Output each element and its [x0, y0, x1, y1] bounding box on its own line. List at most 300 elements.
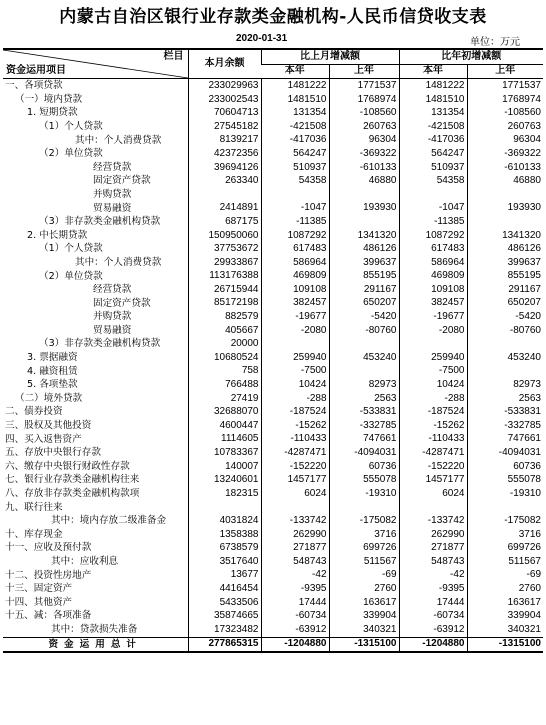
- ytd-this-year-cell: 271877: [399, 541, 467, 555]
- ytd-last-year-cell: -533831: [467, 405, 543, 419]
- table-row: [3, 337, 543, 351]
- ytd-last-year-cell: -610133: [467, 161, 543, 175]
- mom-last-year-cell: 2760: [329, 582, 399, 596]
- balance-cell: 150950060: [188, 229, 261, 243]
- mom-this-year-cell: -4287471: [261, 446, 329, 460]
- ytd-last-year-cell: 699726: [467, 541, 543, 555]
- ytd-last-year-cell: 855195: [467, 270, 543, 284]
- mom-last-year-cell: 82973: [329, 378, 399, 392]
- mom-this-year-cell: 1481222: [261, 79, 329, 93]
- row-label: 十四、其他资产: [5, 596, 73, 608]
- ytd-this-year-cell: -1204880: [399, 637, 467, 652]
- table-row: [3, 596, 543, 610]
- ytd-this-year-cell: -110433: [399, 433, 467, 447]
- mom-this-year-cell: -15262: [261, 419, 329, 433]
- balance-cell: 26715944: [188, 283, 261, 297]
- mom-last-year-cell: [329, 365, 399, 379]
- table-row: [3, 351, 543, 365]
- mom-last-year-cell: 46880: [329, 174, 399, 188]
- ytd-last-year-cell: 511567: [467, 555, 543, 569]
- ytd-this-year-cell: [399, 501, 467, 515]
- balance-cell: 37753672: [188, 242, 261, 256]
- table-row: [3, 79, 543, 93]
- ytd-this-year-cell: -133742: [399, 514, 467, 528]
- last-year-header: 上年: [329, 64, 399, 79]
- ytd-last-year-cell: 193930: [467, 202, 543, 216]
- balance-cell: 233029963: [188, 79, 261, 93]
- mom-this-year-cell: 1481510: [261, 93, 329, 107]
- ytd-last-year-cell: [467, 501, 543, 515]
- total-row: [3, 637, 543, 652]
- ytd-this-year-cell: -152220: [399, 460, 467, 474]
- mom-this-year-cell: [261, 337, 329, 351]
- mom-this-year-cell: 271877: [261, 541, 329, 555]
- mom-this-year-cell: 382457: [261, 297, 329, 311]
- ytd-last-year-cell: 163617: [467, 596, 543, 610]
- table-row: [3, 202, 543, 216]
- ytd-this-year-cell: 564247: [399, 147, 467, 161]
- table-row: [3, 501, 543, 515]
- balance-cell: 263340: [188, 174, 261, 188]
- balance-cell: 405667: [188, 324, 261, 338]
- mom-this-year-cell: 131354: [261, 106, 329, 120]
- ytd-this-year-cell: -11385: [399, 215, 467, 229]
- ytd-this-year-cell: -2080: [399, 324, 467, 338]
- mom-last-year-cell: 291167: [329, 283, 399, 297]
- balance-cell: 27419: [188, 392, 261, 406]
- mom-this-year-cell: -417036: [261, 134, 329, 148]
- mom-this-year-cell: 617483: [261, 242, 329, 256]
- balance-cell: 766488: [188, 378, 261, 392]
- mom-last-year-cell: -108560: [329, 106, 399, 120]
- ytd-last-year-cell: 650207: [467, 297, 543, 311]
- ytd-this-year-cell: 131354: [399, 106, 467, 120]
- this-year-header: 本年: [261, 64, 329, 79]
- row-label: 十一、应收及预付款: [5, 542, 92, 554]
- ytd-last-year-cell: 3716: [467, 528, 543, 542]
- balance-cell: 182315: [188, 487, 261, 501]
- balance-cell: 13240601: [188, 473, 261, 487]
- ytd-last-year-cell: -1315100: [467, 637, 543, 652]
- mom-this-year-cell: -7500: [261, 365, 329, 379]
- mom-last-year-cell: [329, 501, 399, 515]
- balance-header: 本月余额: [188, 49, 261, 79]
- mom-this-year-cell: -133742: [261, 514, 329, 528]
- ytd-last-year-cell: [467, 188, 543, 202]
- row-label: （二）境外贷款: [15, 392, 83, 404]
- mom-this-year-cell: -152220: [261, 460, 329, 474]
- mom-last-year-cell: [329, 215, 399, 229]
- mom-last-year-cell: 340321: [329, 623, 399, 637]
- mom-last-year-cell: 1341320: [329, 229, 399, 243]
- ytd-last-year-cell: 2760: [467, 582, 543, 596]
- mom-last-year-cell: 1768974: [329, 93, 399, 107]
- balance-cell: [188, 501, 261, 515]
- mom-this-year-cell: 564247: [261, 147, 329, 161]
- mom-last-year-cell: 2563: [329, 392, 399, 406]
- balance-cell: 5433506: [188, 596, 261, 610]
- mom-last-year-cell: 339904: [329, 609, 399, 623]
- ytd-last-year-cell: -5420: [467, 310, 543, 324]
- mom-this-year-cell: 10424: [261, 378, 329, 392]
- table-row: [3, 609, 543, 623]
- unit-label: 单位：万元: [470, 37, 520, 48]
- last-year-header: 上年: [467, 64, 543, 79]
- balance-cell: 1114605: [188, 433, 261, 447]
- table-row: [3, 256, 543, 270]
- ytd-last-year-cell: 1771537: [467, 79, 543, 93]
- mom-this-year-cell: -9395: [261, 582, 329, 596]
- balance-cell: 85172198: [188, 297, 261, 311]
- total-label: 资金运用总计: [3, 637, 188, 652]
- ytd-last-year-cell: 555078: [467, 473, 543, 487]
- table-row: [3, 188, 543, 202]
- table-row: [3, 297, 543, 311]
- balance-cell: 277865315: [188, 637, 261, 652]
- balance-cell: 1358388: [188, 528, 261, 542]
- table-row: [3, 93, 543, 107]
- row-label: 一、各项贷款: [5, 80, 63, 92]
- table-row: [3, 365, 543, 379]
- table-row: [3, 473, 543, 487]
- ytd-this-year-cell: 617483: [399, 242, 467, 256]
- row-label: 二、债券投资: [5, 406, 63, 418]
- mom-last-year-cell: 555078: [329, 473, 399, 487]
- table-row: [3, 215, 543, 229]
- row-label: 八、存放非存款类金融机构款项: [5, 488, 140, 499]
- mom-this-year-cell: -42: [261, 569, 329, 583]
- mom-last-year-cell: 3716: [329, 528, 399, 542]
- ytd-this-year-cell: 469809: [399, 270, 467, 284]
- balance-cell: 140007: [188, 460, 261, 474]
- row-label: （3）非存款类金融机构贷款: [39, 216, 161, 228]
- ytd-last-year-cell: -69: [467, 569, 543, 583]
- ytd-this-year-cell: 548743: [399, 555, 467, 569]
- mom-this-year-cell: [261, 188, 329, 202]
- table-row: [3, 242, 543, 256]
- row-label: 固定资产贷款: [93, 297, 151, 309]
- table-row: [3, 623, 543, 637]
- balance-cell: 687175: [188, 215, 261, 229]
- mom-this-year-cell: 262990: [261, 528, 329, 542]
- mom-last-year-cell: 96304: [329, 134, 399, 148]
- ytd-last-year-cell: 96304: [467, 134, 543, 148]
- ytd-this-year-cell: 1087292: [399, 229, 467, 243]
- ytd-this-year-cell: 262990: [399, 528, 467, 542]
- balance-cell: 3517640: [188, 555, 261, 569]
- mom-this-year-cell: -19677: [261, 310, 329, 324]
- row-label: 四、买入返售资产: [5, 433, 82, 445]
- row-label: （2）单位贷款: [39, 148, 103, 160]
- table-row: [3, 460, 543, 474]
- ytd-this-year-cell: 1481222: [399, 79, 467, 93]
- table-row: [3, 174, 543, 188]
- row-label: 并购贷款: [93, 311, 132, 323]
- row-label: 3. 票据融资: [27, 352, 78, 364]
- balance-cell: 70604713: [188, 106, 261, 120]
- mom-last-year-cell: -610133: [329, 161, 399, 175]
- mom-last-year-cell: 650207: [329, 297, 399, 311]
- table-row: [3, 569, 543, 583]
- mom-last-year-cell: -175082: [329, 514, 399, 528]
- mom-last-year-cell: -369322: [329, 147, 399, 161]
- mom-last-year-cell: 163617: [329, 596, 399, 610]
- mom-last-year-cell: -5420: [329, 310, 399, 324]
- ytd-last-year-cell: 486126: [467, 242, 543, 256]
- ytd-this-year-cell: -19677: [399, 310, 467, 324]
- ytd-last-year-cell: 82973: [467, 378, 543, 392]
- mom-last-year-cell: -19310: [329, 487, 399, 501]
- balance-cell: 10680524: [188, 351, 261, 365]
- mom-this-year-cell: 586964: [261, 256, 329, 270]
- mom-last-year-cell: 747661: [329, 433, 399, 447]
- ytd-this-year-cell: 10424: [399, 378, 467, 392]
- ytd-last-year-cell: 2563: [467, 392, 543, 406]
- ytd-this-year-cell: 382457: [399, 297, 467, 311]
- row-label: 三、股权及其他投资: [5, 420, 92, 432]
- mom-this-year-cell: 259940: [261, 351, 329, 365]
- table-row: [3, 106, 543, 120]
- ytd-last-year-cell: [467, 337, 543, 351]
- table-row: [3, 283, 543, 297]
- balance-cell: 8139217: [188, 134, 261, 148]
- mom-this-year-cell: 6024: [261, 487, 329, 501]
- table-row: [3, 487, 543, 501]
- ytd-last-year-cell: 339904: [467, 609, 543, 623]
- balance-cell: 35874665: [188, 609, 261, 623]
- ytd-this-year-cell: -1047: [399, 202, 467, 216]
- mom-last-year-cell: [329, 337, 399, 351]
- ytd-last-year-cell: -19310: [467, 487, 543, 501]
- mom-last-year-cell: -80760: [329, 324, 399, 338]
- table-row: [3, 229, 543, 243]
- ytd-last-year-cell: -4094031: [467, 446, 543, 460]
- balance-cell: 113176388: [188, 270, 261, 284]
- mom-last-year-cell: 193930: [329, 202, 399, 216]
- balance-cell: 882579: [188, 310, 261, 324]
- ytd-this-year-cell: 586964: [399, 256, 467, 270]
- table-row: [3, 161, 543, 175]
- balance-cell: 2414891: [188, 202, 261, 216]
- row-label: （3）非存款类金融机构贷款: [39, 338, 161, 350]
- row-label: 2. 中长期贷款: [27, 229, 88, 241]
- ytd-last-year-cell: 1341320: [467, 229, 543, 243]
- row-label: 六、缴存中央银行财政性存款: [5, 460, 130, 472]
- balance-cell: 10783367: [188, 446, 261, 460]
- mom-this-year-cell: -288: [261, 392, 329, 406]
- vs-year-start-header: 比年初增减额: [399, 49, 543, 64]
- row-label: 其中：应收利息: [51, 555, 119, 567]
- table-row: [3, 324, 543, 338]
- row-label: （1）个人贷款: [39, 243, 103, 255]
- ytd-last-year-cell: -108560: [467, 106, 543, 120]
- ytd-this-year-cell: [399, 188, 467, 202]
- ytd-this-year-cell: -288: [399, 392, 467, 406]
- balance-cell: 4416454: [188, 582, 261, 596]
- mom-this-year-cell: -60734: [261, 609, 329, 623]
- table-row: [3, 147, 543, 161]
- ytd-this-year-cell: -417036: [399, 134, 467, 148]
- mom-last-year-cell: -332785: [329, 419, 399, 433]
- ytd-this-year-cell: -421508: [399, 120, 467, 134]
- row-label: 十三、固定资产: [5, 583, 73, 595]
- balance-cell: 233002543: [188, 93, 261, 107]
- row-label: 4. 融资租赁: [27, 365, 78, 377]
- table-body: [3, 79, 543, 652]
- row-label: 固定资产贷款: [93, 175, 151, 187]
- row-label: 5. 各项垫款: [27, 379, 78, 391]
- row-label: 十五、减：各项准备: [5, 610, 92, 622]
- mom-this-year-cell: 510937: [261, 161, 329, 175]
- balance-cell: 13677: [188, 569, 261, 583]
- ytd-this-year-cell: -4287471: [399, 446, 467, 460]
- balance-cell: 4031824: [188, 514, 261, 528]
- row-label: 贸易融资: [93, 324, 132, 336]
- table-row: [3, 446, 543, 460]
- balance-cell: 4600447: [188, 419, 261, 433]
- row-label: 十、库存现金: [5, 528, 63, 540]
- ytd-this-year-cell: 259940: [399, 351, 467, 365]
- balance-cell: 42372356: [188, 147, 261, 161]
- mom-last-year-cell: -4094031: [329, 446, 399, 460]
- mom-this-year-cell: 548743: [261, 555, 329, 569]
- balance-cell: 17323482: [188, 623, 261, 637]
- mom-this-year-cell: -1204880: [261, 637, 329, 652]
- row-label: 经营贷款: [93, 161, 132, 173]
- mom-this-year-cell: 1087292: [261, 229, 329, 243]
- ytd-this-year-cell: -63912: [399, 623, 467, 637]
- table-row: [3, 405, 543, 419]
- this-year-header: 本年: [399, 64, 467, 79]
- mom-this-year-cell: -187524: [261, 405, 329, 419]
- mom-last-year-cell: 1771537: [329, 79, 399, 93]
- ytd-this-year-cell: -15262: [399, 419, 467, 433]
- row-label: （一）境内贷款: [15, 93, 83, 105]
- table-row: [3, 541, 543, 555]
- ytd-this-year-cell: 6024: [399, 487, 467, 501]
- mom-last-year-cell: 511567: [329, 555, 399, 569]
- ytd-this-year-cell: -187524: [399, 405, 467, 419]
- mom-last-year-cell: -69: [329, 569, 399, 583]
- mom-last-year-cell: 855195: [329, 270, 399, 284]
- mom-last-year-cell: 486126: [329, 242, 399, 256]
- ytd-last-year-cell: 340321: [467, 623, 543, 637]
- ytd-this-year-cell: 1481510: [399, 93, 467, 107]
- row-label: 五、存放中央银行存款: [5, 447, 101, 459]
- ytd-this-year-cell: [399, 337, 467, 351]
- mom-last-year-cell: 453240: [329, 351, 399, 365]
- table-row: [3, 270, 543, 284]
- balance-cell: 27545182: [188, 120, 261, 134]
- balance-cell: 20000: [188, 337, 261, 351]
- ytd-this-year-cell: -9395: [399, 582, 467, 596]
- table-row: [3, 528, 543, 542]
- table-row: [3, 419, 543, 433]
- ytd-last-year-cell: -332785: [467, 419, 543, 433]
- ytd-last-year-cell: -80760: [467, 324, 543, 338]
- corner-header-cell: [3, 49, 188, 79]
- ytd-last-year-cell: 453240: [467, 351, 543, 365]
- row-label: 其中：境内存放二级准备金: [51, 515, 167, 527]
- balance-cell: 758: [188, 365, 261, 379]
- ytd-this-year-cell: -7500: [399, 365, 467, 379]
- ytd-last-year-cell: 1768974: [467, 93, 543, 107]
- mom-last-year-cell: 399637: [329, 256, 399, 270]
- mom-last-year-cell: -1315100: [329, 637, 399, 652]
- ytd-this-year-cell: -42: [399, 569, 467, 583]
- mom-this-year-cell: -11385: [261, 215, 329, 229]
- row-label: （1）个人贷款: [39, 120, 103, 132]
- ytd-this-year-cell: -60734: [399, 609, 467, 623]
- table-row: [3, 514, 543, 528]
- table-row: [3, 392, 543, 406]
- corner-header-top: 栏目: [163, 51, 184, 62]
- ytd-this-year-cell: 109108: [399, 283, 467, 297]
- table-row: [3, 582, 543, 596]
- ytd-last-year-cell: 291167: [467, 283, 543, 297]
- mom-this-year-cell: -63912: [261, 623, 329, 637]
- ytd-last-year-cell: -369322: [467, 147, 543, 161]
- ytd-this-year-cell: 17444: [399, 596, 467, 610]
- ytd-this-year-cell: 54358: [399, 174, 467, 188]
- ytd-last-year-cell: 60736: [467, 460, 543, 474]
- table-row: [3, 555, 543, 569]
- ytd-this-year-cell: 1457177: [399, 473, 467, 487]
- mom-this-year-cell: -110433: [261, 433, 329, 447]
- table-row: [3, 378, 543, 392]
- balance-cell: 39694126: [188, 161, 261, 175]
- mom-this-year-cell: 17444: [261, 596, 329, 610]
- ytd-this-year-cell: 510937: [399, 161, 467, 175]
- ytd-last-year-cell: 260763: [467, 120, 543, 134]
- mom-last-year-cell: 60736: [329, 460, 399, 474]
- row-label: 1. 短期贷款: [27, 107, 78, 119]
- ytd-last-year-cell: 399637: [467, 256, 543, 270]
- balance-cell: 32688070: [188, 405, 261, 419]
- mom-this-year-cell: -1047: [261, 202, 329, 216]
- balance-cell: 29933867: [188, 256, 261, 270]
- ytd-last-year-cell: 46880: [467, 174, 543, 188]
- corner-header-bottom: 资金运用项目: [6, 65, 66, 77]
- mom-last-year-cell: -533831: [329, 405, 399, 419]
- mom-this-year-cell: -2080: [261, 324, 329, 338]
- credit-table: [3, 48, 543, 653]
- row-label: 七、银行业存款类金融机构往来: [5, 474, 140, 486]
- row-label: 经营贷款: [93, 284, 132, 296]
- mom-this-year-cell: [261, 501, 329, 515]
- row-label: 其中：个人消费贷款: [75, 134, 162, 146]
- row-label: 贸易融资: [93, 202, 132, 214]
- mom-this-year-cell: 1457177: [261, 473, 329, 487]
- table-row: [3, 310, 543, 324]
- mom-this-year-cell: 469809: [261, 270, 329, 284]
- row-label: 十二、投资性房地产: [5, 569, 92, 581]
- mom-last-year-cell: [329, 188, 399, 202]
- ytd-last-year-cell: [467, 215, 543, 229]
- vs-last-month-header: 比上月增减额: [261, 49, 399, 64]
- ytd-last-year-cell: -175082: [467, 514, 543, 528]
- table-row: [3, 134, 543, 148]
- mom-last-year-cell: 260763: [329, 120, 399, 134]
- balance-cell: [188, 188, 261, 202]
- row-label: 九、联行往来: [5, 501, 63, 513]
- row-label: （2）单位贷款: [39, 270, 103, 282]
- mom-this-year-cell: 109108: [261, 283, 329, 297]
- mom-this-year-cell: -421508: [261, 120, 329, 134]
- balance-cell: 6738579: [188, 541, 261, 555]
- mom-last-year-cell: 699726: [329, 541, 399, 555]
- table-row: [3, 120, 543, 134]
